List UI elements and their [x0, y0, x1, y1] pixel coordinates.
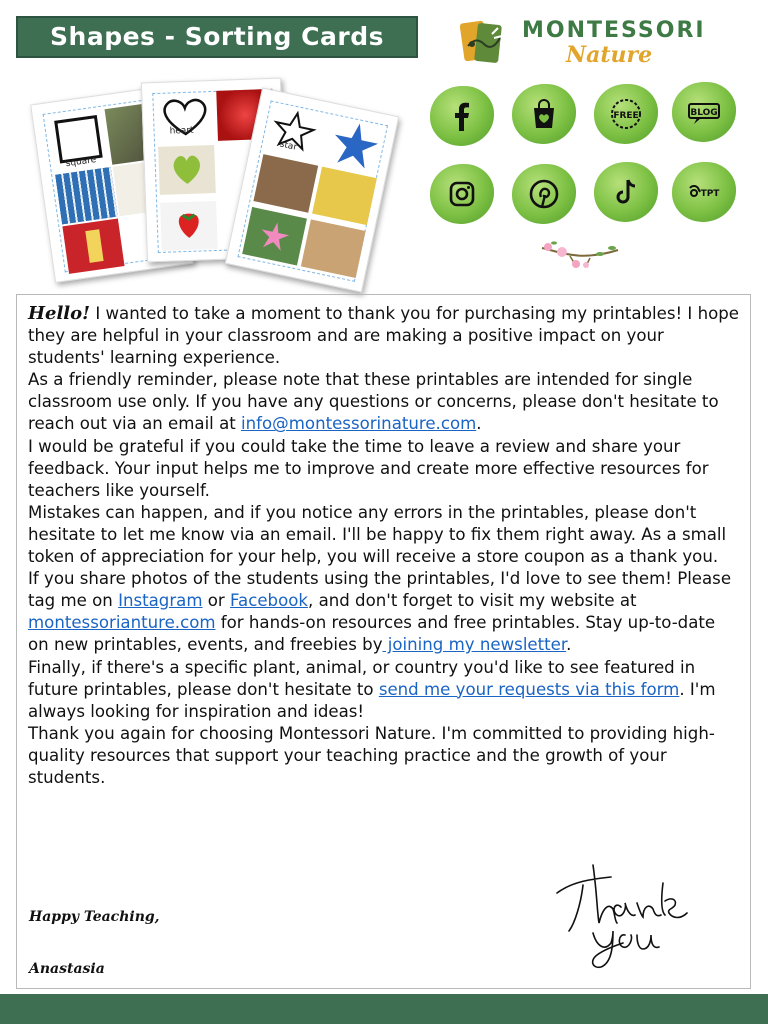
blue-tiles-photo [55, 167, 117, 224]
logo-title: MONTESSORI [522, 18, 706, 43]
letter-share: If you share photos of the students using the printables, I'd love to see them! Please tag me on Instagram or Facebook, and don't forget to visit my website at montessorianture.com for hands-on resources and free printables. Stay up-to-date on new printables, events, and freebies by joining my newsletter. [28, 569, 732, 655]
signature-name: Anastasia [29, 961, 105, 977]
newsletter-link[interactable]: joining my newsletter [382, 635, 567, 655]
website-link[interactable]: montessorianture.com [28, 613, 216, 633]
email-link[interactable]: info@montessorinature.com [241, 414, 477, 434]
instagram-button[interactable] [430, 164, 494, 224]
footer-bar [0, 994, 768, 1024]
instagram-icon [445, 177, 479, 211]
svg-text:TPT: TPT [700, 189, 720, 199]
pinterest-button[interactable] [512, 164, 576, 224]
letter-closing-paragraph: Thank you again for choosing Montessori Nature. I'm committed to providing high-quality resources that support your teaching practice and the growth of your students. [28, 723, 715, 787]
blog-button[interactable] [672, 82, 736, 142]
closing-line: Happy Teaching, [29, 909, 160, 925]
instagram-link[interactable]: Instagram [118, 591, 203, 611]
letter-requests: Finally, if there's a specific plant, animal, or country you'd like to see featured in future printables, please don't hesitate to send me your requests via this form. I'm always looking for inspiration and ideas! [28, 657, 716, 721]
facebook-link[interactable]: Facebook [230, 591, 309, 611]
greeting: Hello! [28, 303, 91, 324]
facebook-icon [445, 99, 479, 133]
shop-bag-icon [527, 97, 561, 131]
gift-box-photo [62, 219, 124, 274]
pinterest-icon [527, 177, 561, 211]
card-label-star: star [278, 139, 298, 153]
free-badge-icon [609, 97, 643, 131]
letter-mistakes: Mistakes can happen, and if you notice any errors in the printables, please don't hesitate to let me know via an email. I'll be happy to fix them right away. As a small token of appreciation for your help, you will receive a store coupon as a thank you. [28, 502, 727, 567]
thank-you-signature-icon [553, 863, 693, 975]
blossom-branch-icon [540, 238, 622, 268]
tpt-button[interactable] [672, 162, 736, 222]
free-resources-button[interactable] [594, 84, 658, 144]
page-title: Shapes - Sorting Cards [50, 22, 384, 51]
svg-text:BLOG: BLOG [690, 108, 718, 118]
card-label-square: square [65, 155, 97, 170]
letter-reminder: As a friendly reminder, please note that these printables are intended for single classroom use only. If you have any questions or concerns, please don't hesitate to reach out via an email at info@montessorinature.com. [28, 370, 719, 434]
logo-subtitle: Nature [566, 42, 653, 68]
logo-mark-icon [458, 16, 514, 68]
sorting-cards-preview [30, 76, 400, 290]
tiktok-icon [609, 175, 643, 209]
svg-text:FREE: FREE [613, 111, 639, 121]
card-label-heart: heart [169, 125, 194, 137]
strawberry-photo [160, 201, 218, 251]
page-title-banner [16, 16, 418, 58]
brand-logo [458, 14, 718, 70]
tpt-icon [687, 175, 721, 209]
thank-you-letter [16, 294, 751, 989]
tiktok-button[interactable] [594, 162, 658, 222]
blog-icon [687, 95, 721, 129]
green-heart-photo [158, 145, 216, 195]
request-form-link[interactable]: send me your requests via this form [378, 679, 680, 699]
facebook-button[interactable] [430, 86, 494, 146]
letter-intro: Hello! I wanted to take a moment to thank you for purchasing my printables! I hope they are helpful in your classroom and are making a positive impact on your students' learning experience. [28, 303, 740, 368]
shop-button[interactable] [512, 84, 576, 144]
blue-starfish-photo [323, 114, 389, 177]
letter-review: I would be grateful if you could take the time to leave a review and share your feedback. Your input helps me to improve and create more effective resources for teachers like yourself. [28, 436, 709, 500]
